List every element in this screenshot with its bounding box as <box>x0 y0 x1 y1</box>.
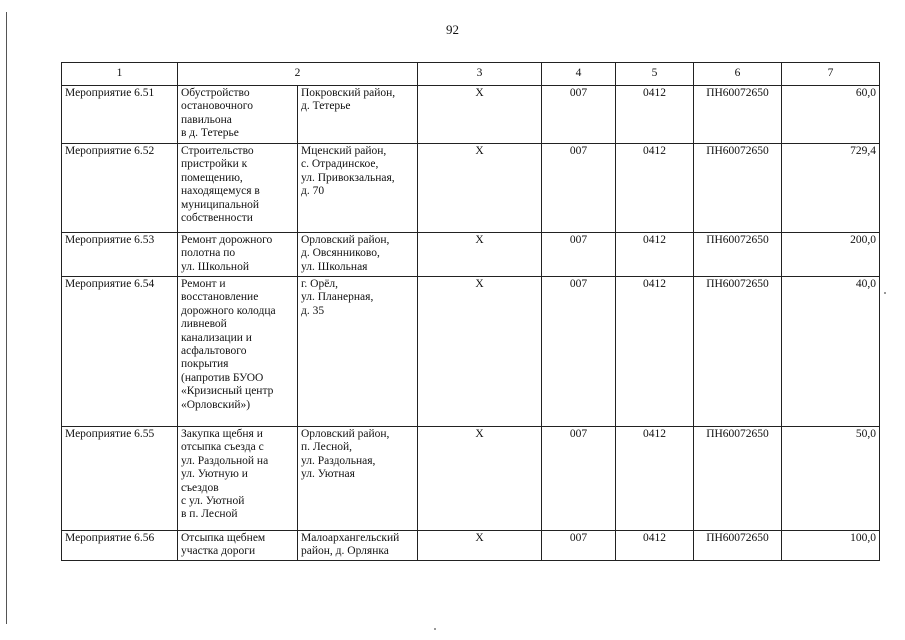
col6-cell: ПН60072650 <box>694 86 782 144</box>
event-cell: Мероприятие 6.56 <box>62 531 178 561</box>
description-line: с ул. Уютной <box>181 495 245 508</box>
location-cell <box>298 144 418 233</box>
location-cell <box>298 531 418 561</box>
header-cell-5: 5 <box>616 63 694 86</box>
header-cell-4: 4 <box>542 63 616 86</box>
table-row <box>62 144 880 233</box>
col3-cell: X <box>418 233 542 277</box>
description-line: ливневой <box>181 318 227 331</box>
description-line: собственности <box>181 212 253 225</box>
description-line: Отсыпка щебнем <box>181 532 266 544</box>
location-line: Мценский район, <box>301 145 387 157</box>
description-cell <box>178 86 298 144</box>
location-line: с. Отрадинское, <box>301 158 379 171</box>
col3-cell: X <box>418 277 542 427</box>
col5-cell: 0412 <box>616 144 694 233</box>
description-line: ул. Школьной <box>181 260 249 273</box>
description-line: Обустройство <box>181 87 250 99</box>
description-cell <box>178 233 298 277</box>
scan-edge-line <box>6 12 7 624</box>
table-body <box>62 63 880 561</box>
amount-cell: 40,0 <box>782 277 880 427</box>
location-line: ул. Привокзальная, <box>301 171 395 184</box>
description-line: покрытия <box>181 358 229 371</box>
col4-cell: 007 <box>542 427 616 531</box>
location-line: д. 35 <box>301 304 325 317</box>
budget-table <box>61 62 880 561</box>
description-line: «Орловский») <box>181 398 251 411</box>
description-cell <box>178 531 298 561</box>
description-line: в д. Тетерье <box>181 127 239 140</box>
table-row <box>62 427 880 531</box>
col5-cell: 0412 <box>616 233 694 277</box>
header-row <box>62 63 880 86</box>
col5-cell: 0412 <box>616 427 694 531</box>
description-line: участка дороги <box>181 545 256 558</box>
description-line: Ремонт и <box>181 278 226 290</box>
description-line: полотна по <box>181 247 236 260</box>
location-line: д. 70 <box>301 185 325 198</box>
location-cell <box>298 277 418 427</box>
location-line: д. Овсянниково, <box>301 247 380 260</box>
col6-cell: ПН60072650 <box>694 427 782 531</box>
page-number: 92 <box>446 22 459 37</box>
location-cell <box>298 233 418 277</box>
col6-cell: ПН60072650 <box>694 277 782 427</box>
description-line: асфальтового <box>181 345 247 358</box>
location-cell <box>298 427 418 531</box>
location-line: Малоархангельский <box>301 532 400 544</box>
location-line: ул. Раздольная, <box>301 454 376 467</box>
description-line: Ремонт дорожного <box>181 234 273 246</box>
location-line: п. Лесной, <box>301 441 353 454</box>
description-line: остановочного <box>181 100 253 113</box>
col3-cell: X <box>418 144 542 233</box>
description-line: в п. Лесной <box>181 508 238 521</box>
description-line: пристройки к <box>181 158 248 171</box>
description-cell <box>178 427 298 531</box>
scan-speck <box>884 292 886 294</box>
table-row <box>62 277 880 427</box>
header-cell-3: 3 <box>418 63 542 86</box>
description-line: ул. Раздольной на <box>181 454 269 467</box>
amount-cell: 60,0 <box>782 86 880 144</box>
description-line: помещению, <box>181 171 243 184</box>
col4-cell: 007 <box>542 531 616 561</box>
location-line: район, д. Орлянка <box>301 545 389 558</box>
location-line: Орловский район, <box>301 428 390 440</box>
location-line: Орловский район, <box>301 234 390 246</box>
event-cell: Мероприятие 6.54 <box>62 277 178 427</box>
header-cell-6: 6 <box>694 63 782 86</box>
table-row <box>62 531 880 561</box>
col6-cell: ПН60072650 <box>694 531 782 561</box>
col4-cell: 007 <box>542 233 616 277</box>
scan-speck <box>434 628 436 630</box>
amount-cell: 100,0 <box>782 531 880 561</box>
description-line: муниципальной <box>181 198 260 211</box>
description-line: павильона <box>181 113 232 126</box>
description-cell <box>178 277 298 427</box>
table-row <box>62 86 880 144</box>
description-line: (напротив БУОО <box>181 371 264 384</box>
amount-cell: 200,0 <box>782 233 880 277</box>
description-cell <box>178 144 298 233</box>
amount-cell: 729,4 <box>782 144 880 233</box>
col4-cell: 007 <box>542 86 616 144</box>
header-cell-1: 1 <box>62 63 178 86</box>
col3-cell: X <box>418 86 542 144</box>
description-line: ул. Уютную и <box>181 468 248 481</box>
col3-cell: X <box>418 531 542 561</box>
header-cell-7: 7 <box>782 63 880 86</box>
event-cell: Мероприятие 6.51 <box>62 86 178 144</box>
description-line: восстановление <box>181 291 259 304</box>
location-line: Покровский район, <box>301 87 396 99</box>
description-line: дорожного колодца <box>181 304 276 317</box>
col4-cell: 007 <box>542 144 616 233</box>
event-cell: Мероприятие 6.53 <box>62 233 178 277</box>
col4-cell: 007 <box>542 277 616 427</box>
location-line: г. Орёл, <box>301 278 338 290</box>
location-line: ул. Школьная <box>301 260 368 273</box>
header-cell-2: 2 <box>178 63 418 86</box>
col6-cell: ПН60072650 <box>694 233 782 277</box>
event-cell: Мероприятие 6.52 <box>62 144 178 233</box>
col6-cell: ПН60072650 <box>694 144 782 233</box>
location-line: д. Тетерье <box>301 100 351 113</box>
event-cell: Мероприятие 6.55 <box>62 427 178 531</box>
col5-cell: 0412 <box>616 531 694 561</box>
location-line: ул. Уютная <box>301 468 355 481</box>
description-line: «Кризисный центр <box>181 385 274 398</box>
description-line: съездов <box>181 481 219 494</box>
col5-cell: 0412 <box>616 86 694 144</box>
amount-cell: 50,0 <box>782 427 880 531</box>
description-line: канализации и <box>181 331 252 344</box>
description-line: находящемуся в <box>181 185 260 198</box>
description-line: Строительство <box>181 145 254 157</box>
description-line: отсыпка съезда с <box>181 441 264 454</box>
table-row <box>62 233 880 277</box>
location-cell <box>298 86 418 144</box>
description-line: Закупка щебня и <box>181 428 263 440</box>
col5-cell: 0412 <box>616 277 694 427</box>
col3-cell: X <box>418 427 542 531</box>
location-line: ул. Планерная, <box>301 291 374 304</box>
